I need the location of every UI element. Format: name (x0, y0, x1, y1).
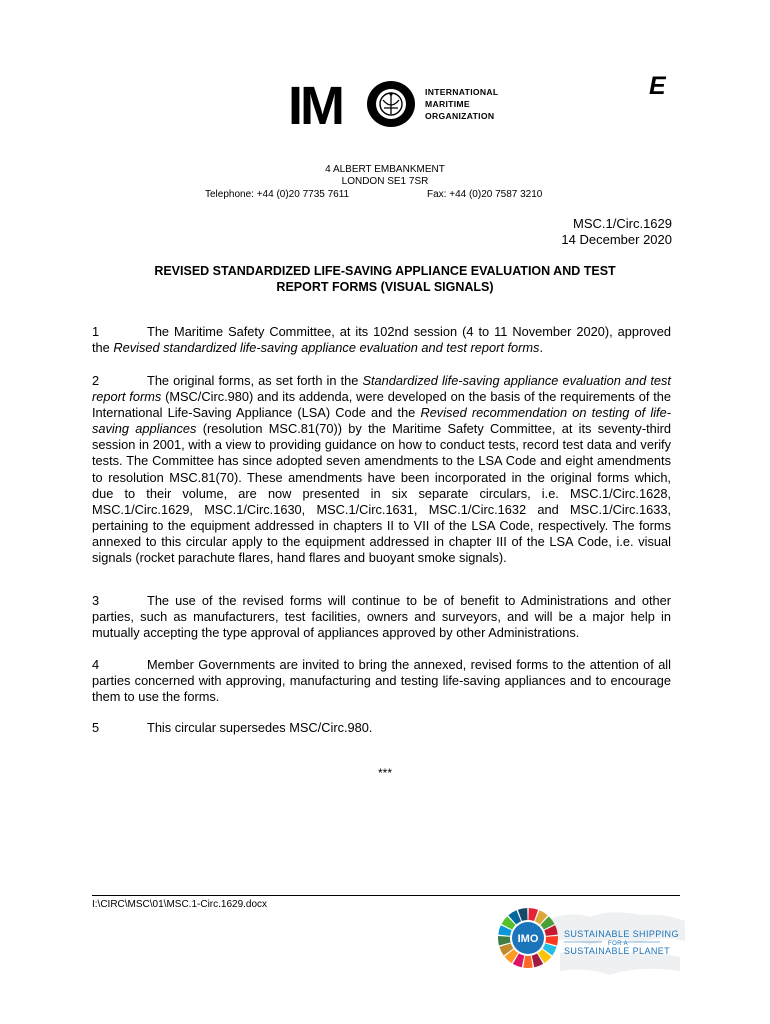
paragraph-text: The Maritime Safety Committee, at its 102nd session (4 to 11 November 2020), approved the (92, 324, 671, 356)
title-line-1: REVISED STANDARDIZED LIFE-SAVING APPLIANCE EVALUATION AND TEST (154, 264, 616, 278)
paragraph-2 (92, 373, 671, 566)
org-line-3: ORGANIZATION (425, 111, 495, 121)
paragraph-1 (92, 324, 671, 356)
paragraph-number: 3 (92, 593, 100, 608)
paragraph-4 (92, 657, 671, 705)
badge-line-2: FOR A (608, 941, 629, 947)
organization-name (425, 86, 498, 122)
badge-line-3: SUSTAINABLE PLANET (564, 946, 671, 956)
file-path: I:\CIRC\MSC\01\MSC.1-Circ.1629.docx (92, 899, 268, 910)
sdg-ring-segment (523, 956, 533, 968)
fax: Fax: +44 (0)20 7587 3210 (427, 189, 543, 200)
paragraph-text: (resolution MSC.81(70)) by the Maritime Safety Committee, at its seventy-third session in 2001, with a view to providing guidance on how to conduct tests, record test data and verify tests. The Committee has since adopted seven amendments to the LSA Code and eight amendments to resolution MSC.81(70). These amendments have been incorporated in the original forms which, due to their volume, are now presented in six separate circulars, i.e. MSC.1/Circ.1628, MSC.1/Circ.1629, MSC.1/Circ.1630, MSC.1/Circ.1631, MSC.1/Circ.1632 and MSC.1/Circ.1633, pertaining to the equipment addressed in chapters II to VII of the LSA Code, respectively. The forms annexed to this circular apply to the equipment addressed in chapter III of the LSA Code, i.e. visual signals (rocket parachute flares, hand flares and buoyant smoke signals). (92, 421, 671, 566)
address-line-1: 4 ALBERT EMBANKMENT (325, 164, 445, 175)
paragraph-number: 1 (92, 324, 100, 339)
logo-letters: IM (288, 80, 342, 128)
paragraph-3 (92, 593, 671, 641)
document-title (100, 263, 670, 295)
badge-line-1: SUSTAINABLE SHIPPING (564, 929, 679, 939)
imo-logo (288, 80, 416, 128)
language-code: E (649, 72, 666, 100)
paragraph-number: 4 (92, 657, 100, 672)
paragraph-text: This circular supersedes MSC/Circ.980. (147, 720, 373, 735)
paragraph-5 (92, 720, 671, 736)
sustainable-shipping-logo (490, 905, 690, 985)
document-date: 14 December 2020 (561, 232, 672, 247)
paragraph-italic: Revised standardized life-saving appliance evaluation and test report forms (113, 340, 540, 356)
document-number: MSC.1/Circ.1629 (573, 216, 672, 231)
paragraph-italic: Standardized life-saving appliance evaluation and test report forms (92, 373, 671, 405)
paragraph-text: The original forms, as set forth in the (147, 373, 363, 388)
telephone: Telephone: +44 (0)20 7735 7611 (205, 189, 350, 200)
paragraph-text: Member Governments are invited to bring the annexed, revised forms to the attention of all parties concerned with approving, manufacturing and testing life-saving appliances and to encourage them to use the forms. (92, 657, 671, 705)
paragraph-italic: Revised recommendation on testing of life-saving appliances (92, 405, 671, 437)
paragraph-number: 5 (92, 720, 100, 735)
title-line-2: REPORT FORMS (VISUAL SIGNALS) (276, 280, 494, 294)
org-line-1: INTERNATIONAL (425, 87, 499, 97)
section-separator: *** (377, 766, 392, 780)
org-line-2: MARITIME (425, 99, 470, 109)
paragraph-text: The use of the revised forms will continue to be of benefit to Administrations and other parties, such as manufacturers, test facilities, owners and surveyors, and will be a major help in mutually accepting the type approval of appliances approved by other Administrations. (92, 593, 671, 641)
footer-divider (92, 895, 680, 896)
paragraph-number: 2 (92, 373, 100, 388)
badge-center-text: IMO (517, 933, 539, 945)
address-line-2: LONDON SE1 7SR (341, 176, 429, 187)
paragraph-text: . (539, 340, 544, 356)
paragraph-text: (MSC/Circ.980) and its addenda, were developed on the basis of the requirements of the International Life-Saving Appliance (LSA) Code and the (92, 389, 671, 421)
